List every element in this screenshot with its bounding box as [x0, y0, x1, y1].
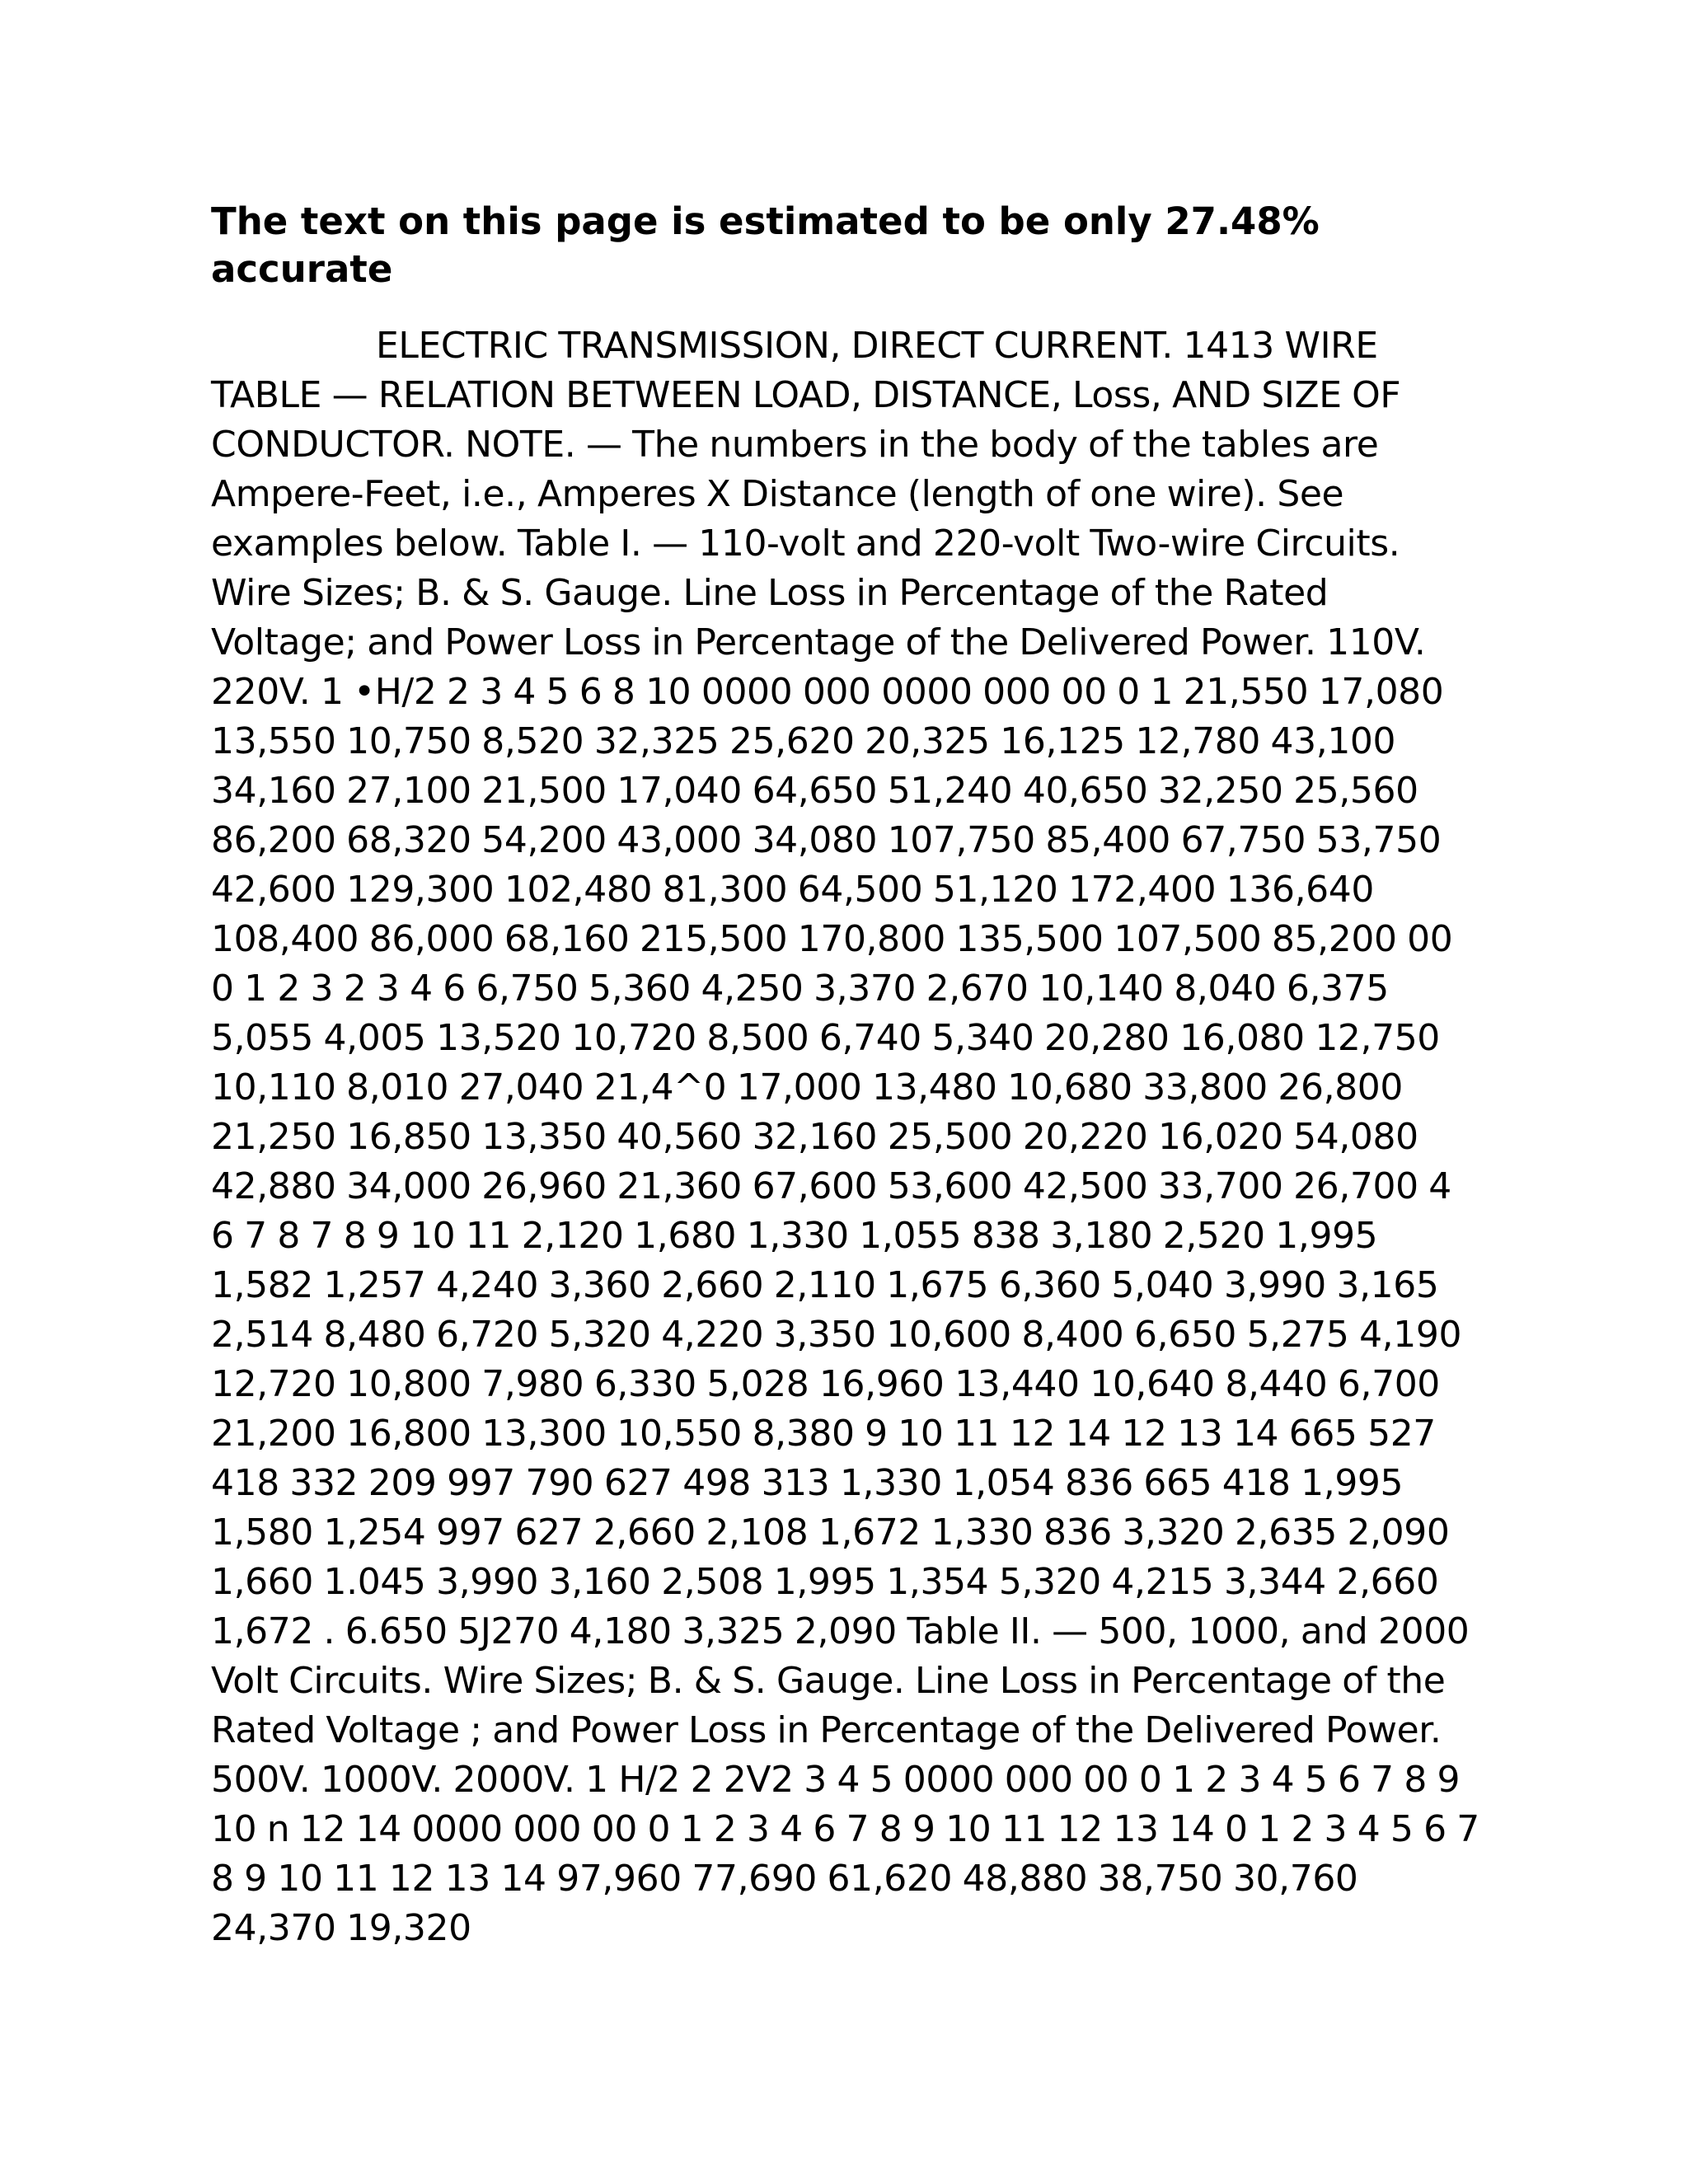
ocr-body-text: ELECTRIC TRANSMISSION, DIRECT CURRENT. 1413 WIRE TABLE — RELATION BETWEEN LOAD, DISTANCE, Loss, AND SIZE OF CONDUCTOR. NOTE. — The numbers in the body of the tables are Ampere-Feet, i.e., Amperes X Distance (length of one wire). See examples below. Table I. — 110-volt and 220-volt Two-wire Circuits. Wire Sizes; B. & S. Gauge. Line Loss in Percentage of the Rated Voltage; and Power Loss in Percentage of the Delivered Power. 110V. 220V. 1 •H/2 2 3 4 5 6 8 10 0000 000 0000 000 00 0 1 21,550 17,080 13,550 10,750 8,520 32,325 25,620 20,325 16,125 12,780 43,100 34,160 27,100 21,500 17,040 64,650 51,240 40,650 32,250 25,560 86,200 68,320 54,200 43,000 34,080 107,750 85,400 67,750 53,750 42,600 129,300 102,480 81,300 64,500 51,120 172,400 136,640 108,400 86,000 68,160 215,500 170,800 135,500 107,500 85,200 00 0 1 2 3 2 3 4 6 6,750 5,360 4,250 3,370 2,670 10,140 8,040 6,375 5,055 4,005 13,520 10,720 8,500 6,740 5,340 20,280 16,080 12,750 10,110 8,010 27,040 21,4^0 17,000 13,480 10,680 33,800 26,800 21,250 16,850 13,350 40,560 32,160 25,500 20,220 16,020 54,080 42,880 34,000 26,960 21,360 67,600 53,600 42,500 33,700 26,700 4 6 7 8 7 8 9 10 11 2,120 1,680 1,330 1,055 838 3,180 2,520 1,995 1,582 1,257 4,240 3,360 2,660 2,110 1,675 6,360 5,040 3,990 3,165 2,514 8,480 6,720 5,320 4,220 3,350 10,600 8,400 6,650 5,275 4,190 12,720 10,800 7,980 6,330 5,028 16,960 13,440 10,640 8,440 6,700 21,200 16,800 13,300 10,550 8,380 9 10 11 12 14 12 13 14 665 527 418 332 209 997 790 627 498 313 1,330 1,054 836 665 418 1,995 1,580 1,254 997 627 2,660 2,108 1,672 1,330 836 3,320 2,635 2,090 1,660 1.045 3,990 3,160 2,508 1,995 1,354 5,320 4,215 3,344 2,660 1,672 . 6.650 5J270 4,180 3,325 2,090 Table II. — 500, 1000, and 2000 Volt Circuits. Wire Sizes; B. & S. Gauge. Line Loss in Percentage of the Rated Voltage ; and Power Loss in Percentage of the Delivered Power. 500V. 1000V. 2000V. 1 H/2 2 2V2 3 4 5 0000 000 00 0 1 2 3 4 5 6 7 8 9 10 n 12 14 0000 000 00 0 1 2 3 4 6 7 8 9 10 11 12 13 14 0 1 2 3 4 5 6 7 8 9 10 11 12 13 14 97,960 77,690 61,620 48,880 38,750 30,760 24,370 19,320 [211, 325, 1479, 1949]
accuracy-notice-heading: The text on this page is estimated to be only 27.48% accurate [211, 199, 1320, 291]
document-page [211, 198, 1480, 1953]
